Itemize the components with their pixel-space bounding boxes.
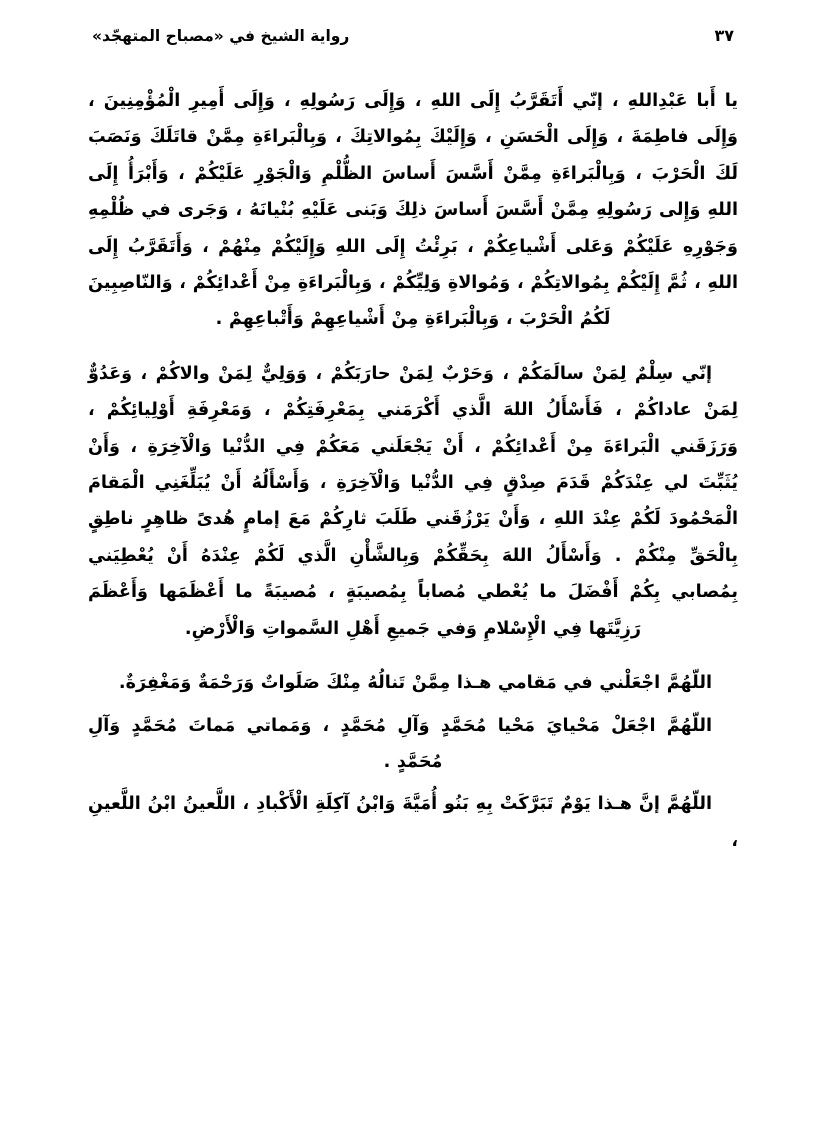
page-number: ٣٧	[714, 26, 734, 45]
page-body	[88, 83, 738, 859]
paragraph-5: اللّهُمَّ إنَّ هـذا يَوْمٌ تَبَرَّكَتْ بِهِ بَنُو أُمَيَّةَ وَابْنُ آكِلَةِ الْأَكْبادِ ، اللَّعينُ ابْنُ اللَّعينِ ،	[88, 794, 738, 851]
page-header	[88, 26, 738, 45]
paragraph-1: يا أَبا عَبْدِاللهِ ، إنّي أَتَقَرَّبُ إِلَى اللهِ ، وَإِلَى رَسُولِهِ ، وَإِلَى أَمِيرِ الْمُؤْمِنِينَ ، وَإِلَى فاطِمَةَ ، وَإِلَى الْحَسَنِ ، وَإِلَيْكَ بِمُوالاتِكَ ، وَبِالْبَراءَةِ مِمَّنْ قاتَلَكَ وَنَصَبَ لَكَ الْحَرْبَ ، وَبِالْبَراءَةِ مِمَّنْ أَسَّسَ أَساسَ الظُّلْمِ وَالْجَوْرِ عَلَيْكُمْ ، وَأَبْرَأُ إِلَى اللهِ وَإِلى رَسُولِهِ مِمَّنْ أَسَّسَ أَساسَ ذلِكَ وَبَنى عَلَيْهِ بُنْيانَهُ ، وَجَرى في ظُلْمِهِ وَجَوْرِهِ عَلَيْكُمْ وَعَلى أَشْياعِكُمْ ، بَرِئْتُ إِلَى اللهِ وَإِلَيْكُمْ مِنْهُمْ ، وَأَتَقَرَّبُ إِلَى اللهِ ، ثُمَّ إِلَيْكُمْ بِمُوالاتِكُمْ ، وَمُوالاةِ وَلِيِّكُمْ ، وَبِالْبَراءَةِ مِنْ أَعْدائِكُمْ ، وَالنّاصِبِينَ لَكُمُ الْحَرْبَ ، وَبِالْبَراءَةِ مِنْ أَشْياعِهِمْ وَأَتْباعِهِمْ .	[88, 91, 738, 330]
paragraph-2: إنّي سِلْمٌ لِمَنْ سالَمَكُمْ ، وَحَرْبٌ لِمَنْ حارَبَكُمْ ، وَوَلِيٌّ لِمَنْ والاكُمْ ، وَعَدُوٌّ لِمَنْ عاداكُمْ ، فَأَسْأَلُ اللهَ الَّذي أَكْرَمَني بِمَعْرِفَتِكُمْ ، وَمَعْرِفَةِ أَوْلِيائِكُمْ ، وَرَزَقَني الْبَراءَةَ مِنْ أَعْدائِكُمْ ، أَنْ يَجْعَلَني مَعَكُمْ فِي الدُّنْيا وَالْآخِرَةِ ، وَأَنْ يُثَبِّتَ لي عِنْدَكُمْ قَدَمَ صِدْقٍ فِي الدُّنْيا وَالْآخِرَةِ ، وَأَسْأَلُهُ أَنْ يُبَلِّغَنِي الْمَقامَ الْمَحْمُودَ لَكُمْ عِنْدَ اللهِ ، وَأَنْ يَرْزُقَني طَلَبَ ثارِكُمْ مَعَ إمامٍ هُدىً ظاهِرٍ ناطِقٍ بِالْحَقِّ مِنْكُمْ . وَأَسْأَلُ اللهَ بِحَقِّكُمْ وَبِالشَّأْنِ الَّذي لَكُمْ عِنْدَهُ أَنْ يُعْطِيَني بِمُصابي بِكُمْ أَفْضَلَ ما يُعْطي مُصاباً بِمُصيبَةٍ ، مُصيبَةً ما أَعْظَمَها وَأَعْظَمَ رَزِيَّتَها فِي الْإِسْلامِ وَفي جَميعِ أَهْلِ السَّمواتِ وَالْأَرْضِ.	[88, 363, 738, 639]
paragraph-4: اللّهُمَّ اجْعَلْ مَحْيايَ مَحْيا مُحَمَّدٍ وَآلِ مُحَمَّدٍ ، وَمَماتي مَماتَ مُحَمَّدٍ وَآلِ مُحَمَّدٍ .	[88, 715, 712, 772]
paragraph-3: اللّهُمَّ اجْعَلْني في مَقامي هـذا مِمَّنْ تَنالُهُ مِنْكَ صَلَواتٌ وَرَحْمَةٌ وَمَغْفِرَةٌ.	[118, 673, 712, 694]
header-source-title: رواية الشيخ في «مصباح المتهجّد»	[92, 27, 350, 45]
